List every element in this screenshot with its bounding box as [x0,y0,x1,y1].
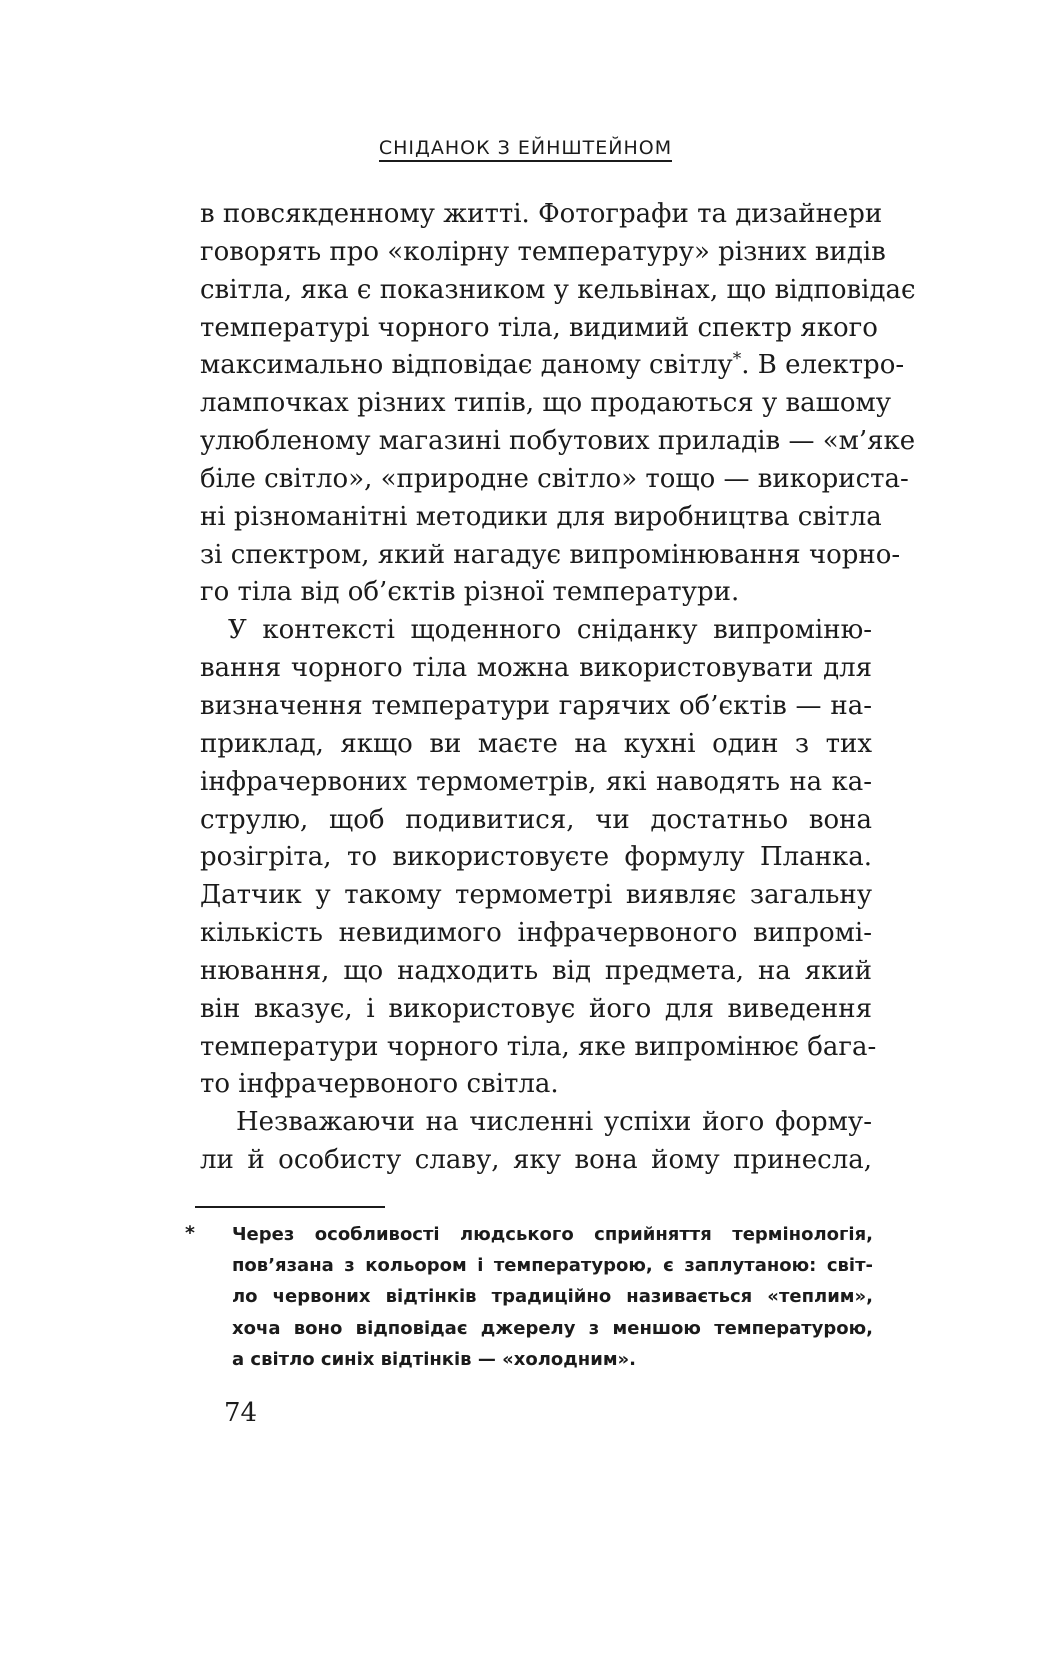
footnote-line: Через особливості людського сприйняття термінологія, [232,1224,873,1245]
body-line: вання чорного тіла можна використовувати для [200,653,872,684]
body-line: У контексті щоденного сніданку випроміню- [228,615,872,646]
body-line: говорять про «колірну температуру» різних видів [200,236,886,267]
body-line: в повсякденному житті. Фотографи та дизайнери [200,199,883,229]
body-line: Незважаючи на численні успіхи його форму- [236,1107,872,1138]
body-line-with-footnote [200,347,905,385]
footnote-mark: * [185,1222,195,1244]
body-text [200,196,916,1180]
body-line: приклад, якщо ви маєте на кухні один з тих [200,728,872,759]
running-header [0,136,1051,160]
footnote-line: хоча воно відповідає джерелу з меншою температурою, [232,1317,873,1339]
body-line: біле світло», «природне світло» тощо — використа- [200,463,909,494]
running-title: СНІДАНОК З ЕЙНШТЕЙНОМ [379,137,672,162]
body-line: ли й особисту славу, яку вона йому принесла, [200,1145,872,1176]
footnote-text [232,1219,873,1375]
footnote-line: пов’язана з кольором і температурою, є заплутаною: світ- [232,1255,873,1277]
body-line: температурі чорного тіла, видимий спектр якого [200,312,878,343]
body-line: зі спектром, який нагадує випромінювання чорно- [200,539,901,570]
body-line: лампочках різних типів, що продаються у вашому [200,388,892,419]
body-line: кількість невидимого інфрачервоного випромі- [200,918,872,949]
body-line: струлю, щоб подивитися, чи достатньо вона [200,804,872,835]
body-line: він вказує, і використовує його для виведення [200,993,872,1024]
footnote-line: ло червоних відтінків традиційно називається «теплим», [232,1286,873,1308]
page-number: 74 [224,1398,258,1428]
body-line: то інфрачервоного світла. [200,1069,559,1100]
body-line: світла, яка є показником у кельвінах, що відповідає [200,274,916,305]
body-line-text-tail: . В електро- [741,350,905,381]
body-line-text: максимально відповідає даному світлу [200,350,733,381]
body-line: ні різноманітні методики для виробництва світла [200,501,882,532]
body-line: го тіла від об’єктів різної температури. [200,577,740,608]
body-line: улюбленому магазині побутових приладів — «м’яке [200,426,916,457]
footnote-line: а світло синіх відтінків — «холодним». [232,1348,637,1370]
footnote-reference: * [732,349,742,370]
body-line: розігріта, то використовуєте формулу Планка. [200,842,872,873]
body-line: нювання, що надходить від предмета, на який [200,955,872,986]
footnote-divider [195,1206,385,1208]
body-line: визначення температури гарячих об’єктів — на- [200,690,872,721]
body-line: Датчик у такому термометрі виявляє загальну [200,880,872,911]
body-line: інфрачервоних термометрів, які наводять на ка- [200,766,872,797]
body-line: температури чорного тіла, яке випромінює бага- [200,1031,877,1062]
